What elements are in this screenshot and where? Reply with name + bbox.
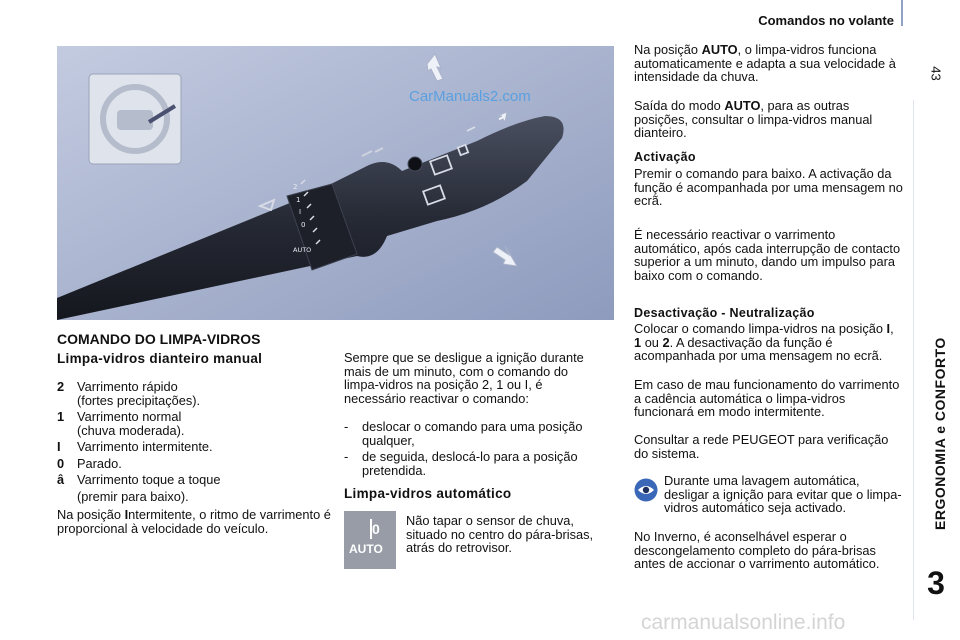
stalk-label-1: 1 [296, 196, 301, 204]
winter-note: No Inverno, é aconselhável esperar o descongelamento completo do pára-brisas antes de accionar o varrimento automático. [634, 529, 880, 572]
sensor-note: Não tapar o sensor de chuva, situado no centro do pára-brisas, atrás do retrovisor. [406, 513, 594, 556]
stalk-label-auto: AUTO [293, 246, 312, 254]
stalk-label-0: 0 [301, 221, 306, 229]
position-text: Varrimento rápido [77, 379, 178, 394]
position-key: I [57, 439, 61, 454]
dealer-paragraph: Consultar a rede PEUGEOT para verificação do sistema. [634, 432, 889, 461]
position-text: Parado. [77, 456, 122, 471]
header-divider [901, 0, 903, 26]
position-text: Varrimento intermitente. [77, 439, 213, 454]
position-text: Varrimento toque a toque [77, 472, 221, 487]
position-row-1 [57, 410, 337, 438]
position-row-single-wipe [57, 473, 337, 503]
page-number [916, 60, 956, 90]
section-title [917, 130, 947, 560]
deactivation-paragraph: Colocar o comando limpa-vidros na posição I, 1 ou 2. A desactivação da função é acompanhada por uma mensagem no ecrã. [634, 321, 894, 364]
reactivation-auto-paragraph: É necessário reactivar o varrimento automático, após cada interrupção de contacto superior a um minuto, dando um impulso para baixo com o comando. [634, 227, 901, 283]
subheading-manual-wipers: Limpa-vidros dianteiro manual [57, 351, 263, 366]
subheading-auto-wipers: Limpa-vidros automático [344, 486, 512, 501]
activation-heading: Activação [634, 150, 696, 164]
position-row-0 [57, 457, 337, 471]
section-title-text: ERGONOMIA e CONFORTO [932, 337, 948, 530]
position-key: 1 [57, 409, 65, 424]
reactivation-paragraph: Sempre que se desligue a ignição durante mais de um minuto, com o comando do limpa-vidros na posição 2, 1 ou I, é necessário reactivar o comando: [344, 350, 584, 406]
page-header-title: Comandos no volante [758, 13, 894, 28]
position-text: Varrimento normal [77, 409, 182, 424]
auto-position-icon [344, 511, 396, 569]
activation-paragraph: Premir o comando para baixo. A activação da função é acompanhada por uma mensagem no ecrã. [634, 166, 903, 209]
exit-auto-paragraph: Saída do modo AUTO, para as outras posições, consultar o limpa-vidros manual dianteiro. [634, 98, 873, 141]
position-text-2: (fortes precipitações). [77, 392, 201, 408]
stalk-label-2: 2 [293, 183, 298, 191]
icon-label-auto: AUTO [349, 542, 383, 556]
page-number-text: 43 [928, 66, 944, 81]
position-key: 0 [57, 456, 65, 471]
icon-label-0: 0 [372, 521, 380, 537]
bullet-text: de seguida, deslocá-lo para a posição pretendida. [362, 449, 578, 478]
stalk-label-i: I [299, 208, 302, 216]
auto-mode-paragraph: Na posição AUTO, o limpa-vidros funciona automaticamente e adapta a sua velocidade à intensidade da chuva. [634, 42, 896, 85]
malfunction-paragraph: Em caso de mau funcionamento do varrimento a cadência automática o limpa-vidros funcionará em modo intermitente. [634, 377, 900, 420]
position-row-i [57, 440, 337, 454]
section-heading: COMANDO DO LIMPA-VIDROS [57, 331, 261, 347]
position-key: â [57, 472, 65, 487]
wiper-stalk-illustration [57, 46, 614, 320]
intermittent-paragraph: Na posição Intermitente, o ritmo de varrimento é proporcional à velocidade do veículo. [57, 507, 331, 536]
car-wash-note: Durante uma lavagem automática, desligar a ignição para evitar que o limpa-vidros automático seja activado. [664, 473, 902, 516]
position-text-2: (premir para baixo). [77, 488, 189, 504]
watermark-carmanuals: CarManuals2.com [409, 88, 531, 105]
position-text-2: (chuva moderada). [77, 422, 185, 438]
position-row-2 [57, 380, 337, 408]
deactivation-heading: Desactivação - Neutralização [634, 306, 815, 320]
bullet-text: deslocar o comando para uma posição qualquer, [362, 419, 583, 448]
chapter-number: 3 [927, 565, 945, 601]
footer-watermark: carmanualsonline.info [641, 611, 846, 634]
eye-icon [634, 478, 658, 502]
position-key: 2 [57, 379, 65, 394]
